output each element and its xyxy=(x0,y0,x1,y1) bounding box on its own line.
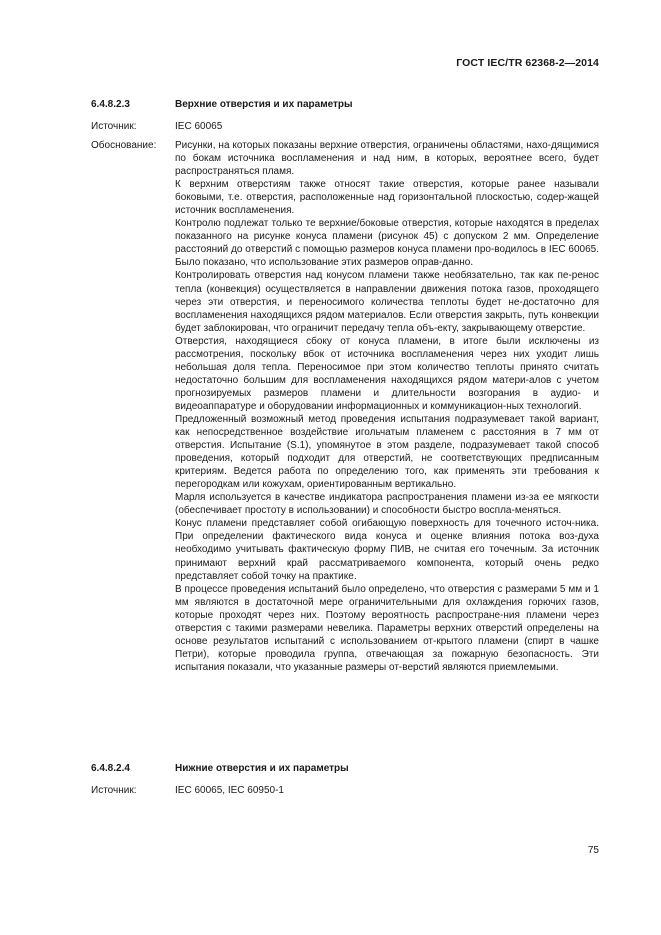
paragraph: К верхним отверстиям также относят такие отверстия, которые ранее называли боковыми, т.е. отверстия, расположенные над горизонтальной плоскостью, содер-жащей источник воспламенения. xyxy=(175,179,599,217)
rationale-body xyxy=(175,139,599,674)
source-label: Источник: xyxy=(91,121,137,132)
paragraph: Контролю подлежат только те верхние/боковые отверстия, которые находятся в пределах показанного на рисунке конуса пламени (рисунок 45) с допуском 2 мм. Определение расстояний до отверстий с помощью размеров конуса пламени про-водилось в IEC 60065. Было показано, что использование этих размеров оправ-данно. xyxy=(175,218,599,269)
page-number: 75 xyxy=(587,845,599,856)
paragraph: В процессе проведения испытаний было определено, что отверстия с размерами 5 мм и 1 мм являются в достаточной мере ограничительными для охлаждения горючих газов, которые проходят через них. Поэтому вероятность распростране-ния пламени через отверстия с такими размерами невелика. Параметры верхних отверстий определены на основе результатов испытаний с использованием от-крытого пламени (спирт в чашке Петри), которые проводила группа, отвечающая за пожарную безопасность. Эти испытания показали, что указанные размеры от-верстий являются приемлемыми. xyxy=(175,583,599,673)
paragraph: Рисунки, на которых показаны верхние отверстия, ограничены областями, нахо-дящимися по бокам источника воспламенения и над ним, в которых, вероятнее всего, будет распространяться пламя. xyxy=(175,140,599,178)
paragraph: Марля используется в качестве индикатора распространения пламени из-за ее мягкости (обеспечивает простоту в использовании) и способности быстро воспла-меняться. xyxy=(175,492,599,517)
source-value: IEC 60065 xyxy=(175,121,223,132)
section-number: 6.4.8.2.4 xyxy=(91,763,130,774)
section-number: 6.4.8.2.3 xyxy=(91,99,130,110)
paragraph: Контролировать отверстия над конусом пламени также необязательно, так как пе-ренос тепла (конвекция) осуществляется в направлении движения потока газов, проходящего через эти отверстия, и переносимого количества теплоты будет не-достаточно для воспламенения находящихся рядом материалов. Если отверстия закрыть, путь конвекции будет заблокирован, что ограничит передачу тепла объ-екту, закрывающему отверстие. xyxy=(175,270,599,334)
section-title: Верхние отверстия и их параметры xyxy=(175,99,353,110)
section-title: Нижние отверстия и их параметры xyxy=(175,763,349,774)
paragraph: Предложенный возможный метод проведения испытания подразумевает такой вариант, как непосредственное воздействие игольчатым пламенем с расстояния в 7 мм от отверстия. Испытание (S.1), упомянутое в этом разделе, подразумевает такой способ проведения, который подходит для отверстий, не соответствующих предписанным критериям. Ведется работа по определению того, как применять эти требования к перегородкам или кожухам, ориентированным вертикально. xyxy=(175,413,599,491)
paragraph: Конус пламени представляет собой огибающую поверхность для точечного источ-ника. При определении фактического вида конуса и оценке влияния потока воз-духа необходимо учитывать фактическую форму ПИВ, не считая его точечным. За источник принимают верхний край рассматриваемого компонента, который очень редко представляет собой точку на практике. xyxy=(175,518,599,582)
source-value: IEC 60065, IEC 60950-1 xyxy=(175,785,284,796)
document-id: ГОСТ IEC/TR 62368-2—2014 xyxy=(456,57,599,69)
source-label: Источник: xyxy=(91,785,137,796)
paragraph: Отверстия, находящиеся сбоку от конуса пламени, в итоге были исключены из рассмотрения, поскольку вбок от источника воспламенения через них уходит лишь небольшая доля тепла. Переносимое при этом количество теплоты принято считать недостаточно большим для воспламенения находящихся рядом матери-алов с учетом прогнозируемых размеров пламени и длительности возгорания в аудио- и видеоаппаратуре и оборудовании информационных и коммуникацион-ных технологий. xyxy=(175,335,599,412)
rationale-label: Обоснование: xyxy=(91,140,157,151)
